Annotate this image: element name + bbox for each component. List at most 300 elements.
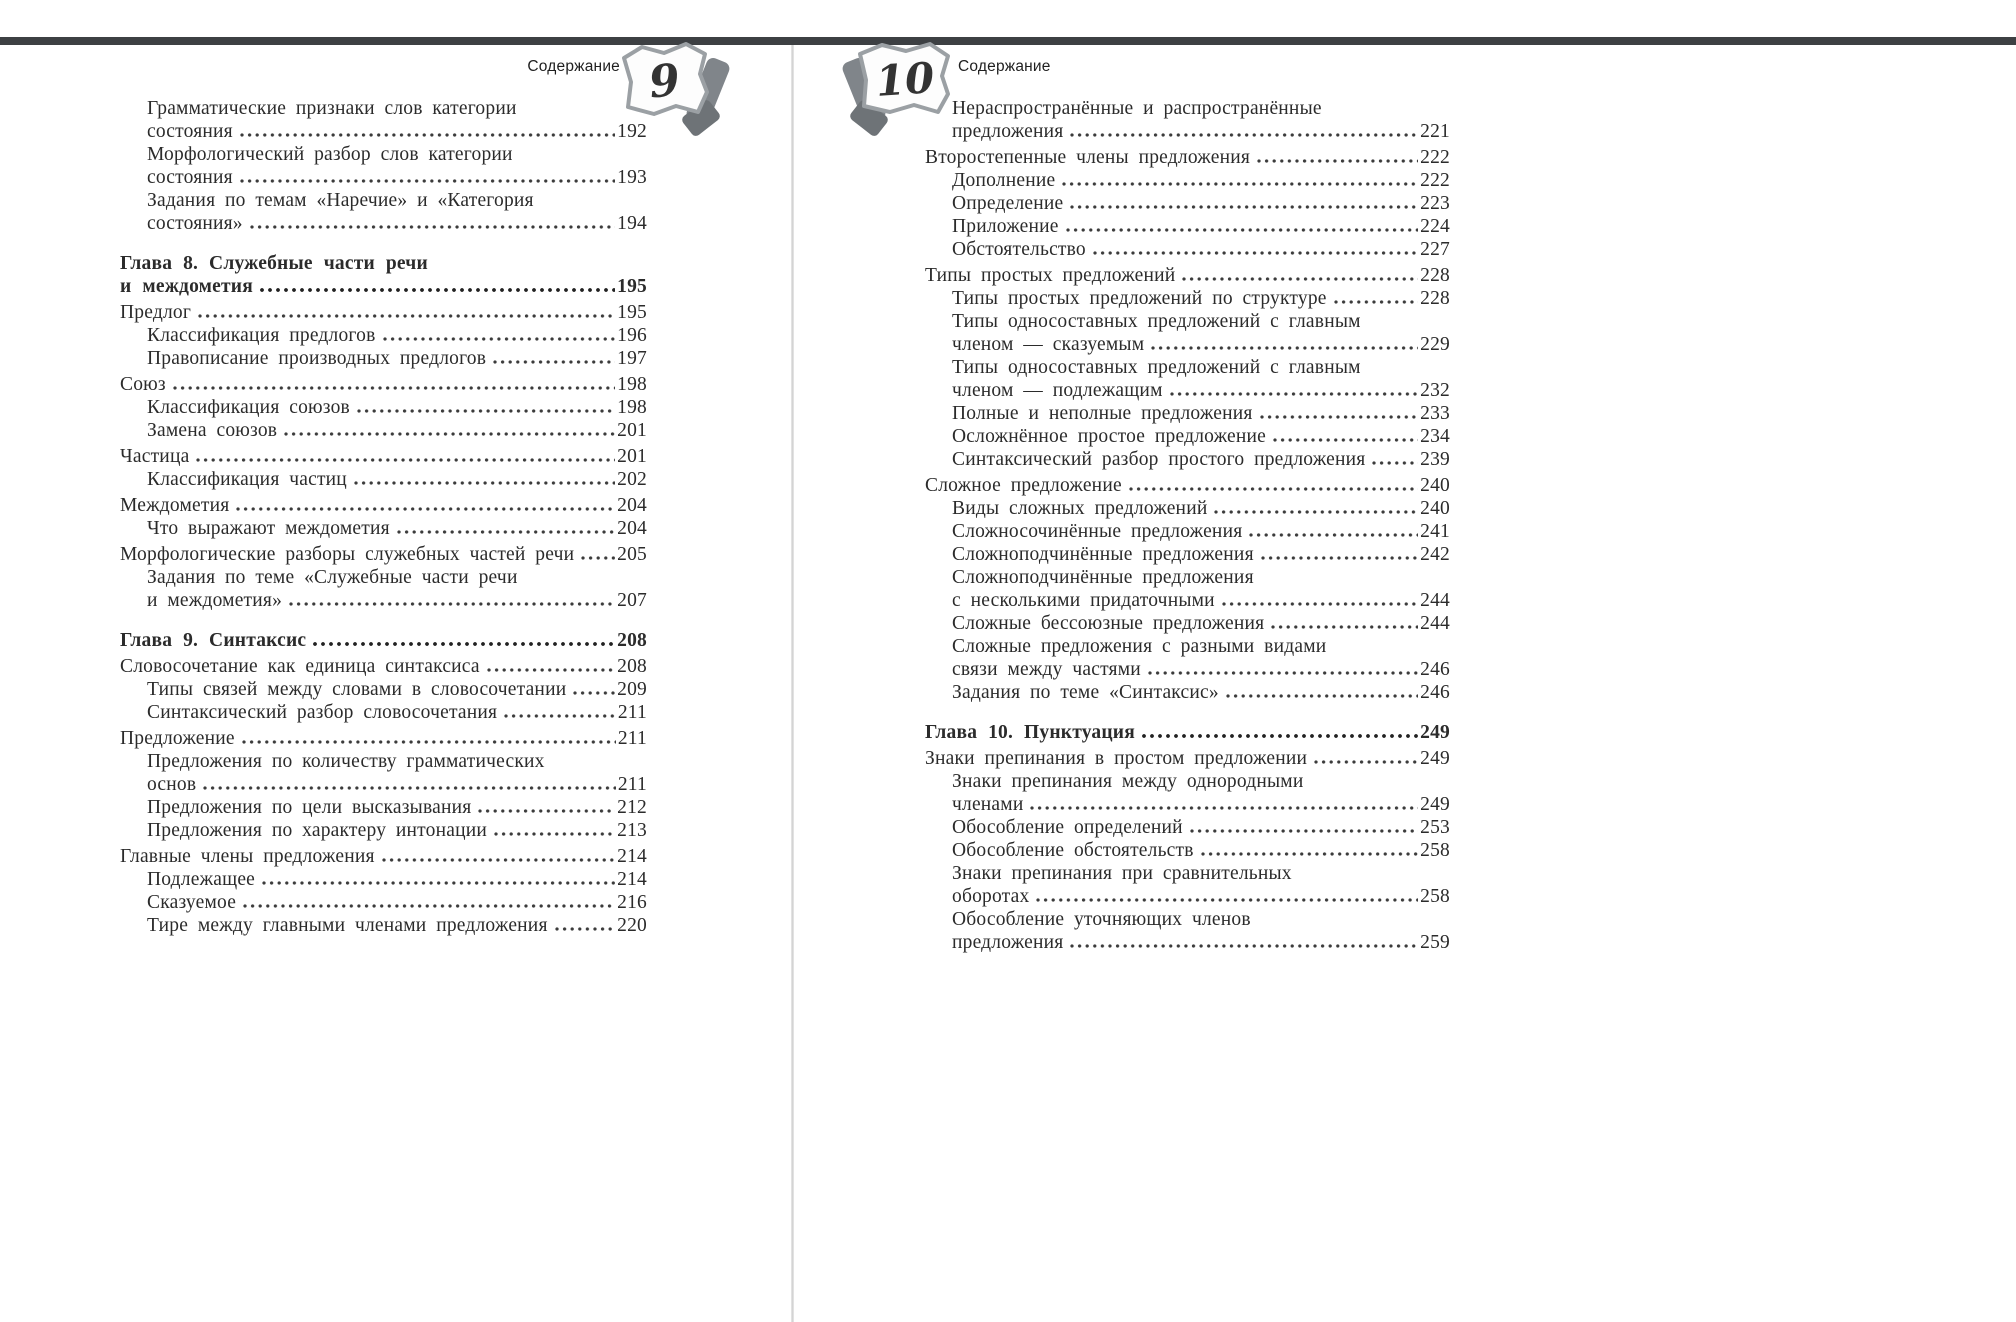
dot-leader <box>203 786 616 790</box>
toc-entry-page-number: 202 <box>617 469 647 490</box>
toc-entry-line: Глава 8. Служебные части речи <box>120 253 428 274</box>
toc-entry-title: Приложение <box>952 216 1059 237</box>
toc-entry-page-number: 201 <box>617 420 647 441</box>
toc-entry-page-number: 240 <box>1420 475 1450 496</box>
toc-entry <box>120 419 647 442</box>
toc-entry-lastline <box>952 192 1450 215</box>
toc-entry-line: Грамматические признаки слов категории <box>147 98 517 119</box>
toc-entry-page-number: 233 <box>1420 403 1450 424</box>
toc-entry-lastline <box>120 655 647 678</box>
toc-entry-title: Обособление определений <box>952 817 1183 838</box>
toc-entry-title: Задания по теме «Синтаксис» <box>952 682 1219 703</box>
toc-entry-page-number: 222 <box>1420 147 1450 168</box>
toc-entry-title: Предложения по характеру интонации <box>147 820 487 841</box>
toc-entry-title: Союз <box>120 374 166 395</box>
toc-entry-lastline <box>925 474 1450 497</box>
dot-leader <box>1182 277 1418 281</box>
toc-entry <box>120 301 647 324</box>
toc-entry-page-number: 195 <box>617 302 647 323</box>
handwritten-page-number: 9 <box>646 54 683 109</box>
dot-leader <box>1271 625 1418 629</box>
toc-entry <box>120 517 647 540</box>
dot-leader <box>196 458 615 462</box>
toc-entry-lastline <box>147 773 647 796</box>
toc-entry-title: Междометия <box>120 495 230 516</box>
toc-entry-title: Глава 10. Пунктуация <box>925 722 1135 743</box>
toc-chapter-heading <box>925 721 1450 744</box>
toc-entry-title: Сложное предложение <box>925 475 1122 496</box>
toc-entry-lastline <box>120 373 647 396</box>
toc-entry-title: Правописание производных предлогов <box>147 348 487 369</box>
toc-entry <box>925 839 1450 862</box>
toc-entry-lastline <box>147 419 647 442</box>
dot-leader <box>354 481 615 485</box>
toc-entry-lastline <box>147 868 647 891</box>
dot-leader <box>284 432 615 436</box>
toc-entry-title: Классификация предлогов <box>147 325 376 346</box>
dot-leader <box>260 288 615 292</box>
toc-entry-title: Знаки препинания в простом предложении <box>925 748 1308 769</box>
dot-leader <box>1214 510 1418 514</box>
dot-leader <box>173 386 615 390</box>
toc-entry <box>925 402 1450 425</box>
toc-entry-page-number: 194 <box>617 213 647 234</box>
toc-entry-lastline <box>147 468 647 491</box>
toc-entry-title: основ <box>147 774 197 795</box>
toc-entry-page-number: 222 <box>1420 170 1450 191</box>
toc-entry <box>925 215 1450 238</box>
toc-entry-page-number: 258 <box>1420 886 1450 907</box>
toc-entry-page-number: 234 <box>1420 426 1450 447</box>
toc-entry-title: предложения <box>952 121 1064 142</box>
toc-entry-page-number: 246 <box>1420 659 1450 680</box>
toc-entry-page-number: 193 <box>617 167 647 188</box>
toc-entry-lastline <box>952 885 1450 908</box>
toc-entry-page-number: 207 <box>617 590 647 611</box>
toc-entry-line: Типы односоставных предложений с главным <box>952 357 1361 378</box>
toc-entry-lastline <box>120 845 647 868</box>
toc-entry-page-number: 204 <box>617 518 647 539</box>
toc-entry <box>925 612 1450 635</box>
toc-entry-title: оборотах <box>952 886 1030 907</box>
toc-entry-lastline <box>952 658 1450 681</box>
dot-leader <box>581 556 615 560</box>
dot-leader <box>555 927 616 931</box>
toc-entry-lastline <box>120 727 647 750</box>
toc-entry-lastline <box>952 543 1450 566</box>
toc-entry <box>120 373 647 396</box>
toc-entry <box>925 497 1450 520</box>
toc-entry <box>925 238 1450 261</box>
toc-entry-title: членами <box>952 794 1024 815</box>
toc-entry-title: Сложные бессоюзные предложения <box>952 613 1265 634</box>
dot-leader <box>357 409 615 413</box>
toc-entry-title: Дополнение <box>952 170 1056 191</box>
toc-entry <box>120 189 647 235</box>
dot-leader <box>397 530 615 534</box>
toc-entry-lastline <box>120 629 647 652</box>
toc-entry-title: Глава 9. Синтаксис <box>120 630 307 651</box>
toc-entry <box>120 494 647 517</box>
dot-leader <box>313 642 615 646</box>
toc-entry-page-number: 211 <box>617 728 647 749</box>
dot-leader <box>1226 694 1418 698</box>
toc-entry <box>925 520 1450 543</box>
toc-entry <box>120 701 647 724</box>
toc-entry-title: Определение <box>952 193 1064 214</box>
toc-entry <box>120 914 647 937</box>
toc-entry-page-number: 214 <box>617 846 647 867</box>
dot-leader <box>504 714 616 718</box>
dot-leader <box>493 360 615 364</box>
toc-entry-lastline <box>147 324 647 347</box>
toc-entry-title: Сказуемое <box>147 892 237 913</box>
toc-entry-lastline <box>925 721 1450 744</box>
dot-leader <box>383 337 616 341</box>
toc-entry-line: Знаки препинания при сравнительных <box>952 863 1292 884</box>
toc-entry-lastline <box>952 681 1450 704</box>
toc-entry <box>925 566 1450 612</box>
toc-entry <box>120 543 647 566</box>
toc-entry-line: Нераспространённые и распространённые <box>952 98 1322 119</box>
toc-entry-page-number: 258 <box>1420 840 1450 861</box>
toc-entry-title: Обстоятельство <box>952 239 1086 260</box>
dot-leader <box>382 858 615 862</box>
toc-entry-lastline <box>925 264 1450 287</box>
toc-entry-lastline <box>120 275 647 298</box>
dot-leader <box>289 602 615 606</box>
toc-entry-title: с несколькими придаточными <box>952 590 1215 611</box>
toc-entry-title: Типы связей между словами в словосочетании <box>147 679 567 700</box>
dot-leader <box>198 314 615 318</box>
toc-entry-lastline <box>147 819 647 842</box>
dot-leader <box>1148 671 1418 675</box>
toc-entry-page-number: 212 <box>617 797 647 818</box>
toc-entry-line: Сложные предложения с разными видами <box>952 636 1327 657</box>
toc-entry-title: Классификация союзов <box>147 397 350 418</box>
toc-entry-page-number: 204 <box>617 495 647 516</box>
dot-leader <box>236 507 615 511</box>
toc-entry <box>120 796 647 819</box>
toc-entry <box>925 310 1450 356</box>
toc-entry-lastline <box>120 301 647 324</box>
dot-leader <box>1261 556 1418 560</box>
toc-entry-page-number: 227 <box>1420 239 1450 260</box>
dot-leader <box>1093 251 1418 255</box>
toc-entry-line: Морфологический разбор слов категории <box>147 144 513 165</box>
toc-entry-page-number: 239 <box>1420 449 1450 470</box>
dot-leader <box>1190 829 1418 833</box>
toc-entry-page-number: 196 <box>617 325 647 346</box>
toc-entry-title: Что выражают междометия <box>147 518 390 539</box>
toc-entry-lastline <box>952 839 1450 862</box>
dot-leader <box>240 179 615 183</box>
toc-entry-title: Синтаксический разбор словосочетания <box>147 702 498 723</box>
dot-leader <box>1260 415 1419 419</box>
toc-entry-title: Замена союзов <box>147 420 278 441</box>
dot-leader <box>1036 898 1418 902</box>
toc-entry-page-number: 197 <box>617 348 647 369</box>
toc-entry <box>120 445 647 468</box>
toc-entry <box>925 264 1450 287</box>
toc-entry-page-number: 214 <box>617 869 647 890</box>
toc-entry-lastline <box>147 701 647 724</box>
toc-entry-page-number: 221 <box>1420 121 1450 142</box>
toc-entry-lastline <box>147 891 647 914</box>
toc-entry <box>120 396 647 419</box>
toc-entry-line: Типы односоставных предложений с главным <box>952 311 1361 332</box>
toc-entry <box>120 97 647 143</box>
toc-entry <box>120 750 647 796</box>
toc-entry-lastline <box>952 379 1450 402</box>
toc-entry-lastline <box>147 166 647 189</box>
toc-entry <box>925 425 1450 448</box>
toc-entry-page-number: 201 <box>617 446 647 467</box>
toc-entry-lastline <box>120 494 647 517</box>
dot-leader <box>487 668 615 672</box>
toc-entry-lastline <box>925 747 1450 770</box>
toc-entry-lastline <box>147 589 647 612</box>
dot-leader <box>1170 392 1419 396</box>
dot-leader <box>240 133 615 137</box>
toc-entry <box>925 146 1450 169</box>
toc-page-left <box>120 97 647 937</box>
toc-entry <box>925 908 1450 954</box>
dot-leader <box>1334 300 1419 304</box>
toc-entry <box>925 770 1450 816</box>
toc-entry-lastline <box>952 238 1450 261</box>
toc-entry <box>120 678 647 701</box>
running-head-left: Содержание <box>527 58 620 75</box>
toc-entry-title: и междометия <box>120 276 253 297</box>
toc-entry-lastline <box>147 212 647 235</box>
dot-leader <box>1372 461 1418 465</box>
toc-entry-page-number: 198 <box>617 374 647 395</box>
toc-entry-page-number: 240 <box>1420 498 1450 519</box>
toc-entry-page-number: 246 <box>1420 682 1450 703</box>
toc-entry-lastline <box>147 120 647 143</box>
toc-entry-lastline <box>147 914 647 937</box>
dot-leader <box>1249 533 1418 537</box>
toc-entry <box>925 97 1450 143</box>
toc-entry-title: состояния <box>147 167 233 188</box>
dot-leader <box>1151 346 1418 350</box>
toc-entry-page-number: 242 <box>1420 544 1450 565</box>
toc-entry <box>925 635 1450 681</box>
toc-entry-page-number: 195 <box>617 276 647 297</box>
toc-entry-page-number: 228 <box>1420 288 1450 309</box>
dot-leader <box>1257 159 1418 163</box>
toc-entry <box>925 356 1450 402</box>
toc-entry-title: предложения <box>952 932 1064 953</box>
toc-entry-title: Синтаксический разбор простого предложения <box>952 449 1366 470</box>
toc-entry-page-number: 223 <box>1420 193 1450 214</box>
dot-leader <box>478 809 615 813</box>
toc-entry-line: Предложения по количеству грамматических <box>147 751 545 772</box>
dot-leader <box>250 225 615 229</box>
toc-entry-title: Типы простых предложений <box>925 265 1176 286</box>
top-edge-bar <box>0 37 2016 45</box>
toc-entry-page-number: 228 <box>1420 265 1450 286</box>
toc-entry-lastline <box>952 589 1450 612</box>
dot-leader <box>1030 806 1418 810</box>
toc-entry-title: Полные и неполные предложения <box>952 403 1253 424</box>
toc-entry-lastline <box>952 497 1450 520</box>
toc-entry-title: Осложнённое простое предложение <box>952 426 1267 447</box>
page-gutter <box>791 45 794 1322</box>
toc-entry-lastline <box>147 678 647 701</box>
toc-entry-lastline <box>147 796 647 819</box>
toc-entry-page-number: 244 <box>1420 590 1450 611</box>
toc-entry-title: состояния <box>147 121 233 142</box>
toc-entry <box>120 868 647 891</box>
toc-entry-page-number: 232 <box>1420 380 1450 401</box>
toc-entry <box>120 324 647 347</box>
dot-leader <box>1201 852 1418 856</box>
toc-entry-page-number: 208 <box>617 656 647 677</box>
toc-entry-title: состояния» <box>147 213 243 234</box>
toc-entry-lastline <box>952 287 1450 310</box>
toc-entry-line: Обособление уточняющих членов <box>952 909 1251 930</box>
toc-entry-title: Подлежащее <box>147 869 256 890</box>
toc-entry-title: Классификация частиц <box>147 469 347 490</box>
dot-leader <box>262 881 615 885</box>
toc-entry-title: Тире между главными членами предложения <box>147 915 548 936</box>
toc-entry-page-number: 198 <box>617 397 647 418</box>
toc-entry <box>925 816 1450 839</box>
dot-leader <box>1129 487 1418 491</box>
toc-entry-page-number: 211 <box>617 702 647 723</box>
toc-entry-lastline <box>952 448 1450 471</box>
toc-entry-lastline <box>147 396 647 419</box>
toc-entry-line: Задания по теме «Служебные части речи <box>147 567 518 588</box>
toc-entry-title: членом — сказуемым <box>952 334 1145 355</box>
toc-entry-lastline <box>147 347 647 370</box>
toc-entry <box>120 468 647 491</box>
toc-entry-lastline <box>952 931 1450 954</box>
toc-entry-title: Виды сложных предложений <box>952 498 1208 519</box>
dot-leader <box>573 691 615 695</box>
toc-entry <box>925 287 1450 310</box>
toc-entry-title: и междометия» <box>147 590 283 611</box>
toc-entry <box>120 819 647 842</box>
toc-entry <box>120 891 647 914</box>
toc-entry-title: Обособление обстоятельств <box>952 840 1194 861</box>
toc-chapter-heading <box>120 252 647 298</box>
toc-entry-page-number: 259 <box>1420 932 1450 953</box>
toc-entry <box>925 543 1450 566</box>
toc-entry-page-number: 241 <box>1420 521 1450 542</box>
toc-entry <box>925 169 1450 192</box>
dot-leader <box>494 832 615 836</box>
toc-entry <box>120 845 647 868</box>
toc-entry-page-number: 224 <box>1420 216 1450 237</box>
toc-entry-lastline <box>120 543 647 566</box>
toc-entry-title: Сложноподчинённые предложения <box>952 544 1254 565</box>
handwritten-page-number: 10 <box>874 53 936 107</box>
toc-entry-title: Предложение <box>120 728 235 749</box>
toc-entry-title: Частица <box>120 446 190 467</box>
toc-entry-page-number: 209 <box>617 679 647 700</box>
toc-entry-page-number: 211 <box>617 774 647 795</box>
toc-entry-title: Типы простых предложений по структуре <box>952 288 1327 309</box>
toc-entry-title: Морфологические разборы служебных частей речи <box>120 544 575 565</box>
dot-leader <box>1070 205 1418 209</box>
toc-entry-page-number: 229 <box>1420 334 1450 355</box>
dot-leader <box>1070 944 1418 948</box>
dot-leader <box>243 904 615 908</box>
toc-entry-title: членом — подлежащим <box>952 380 1163 401</box>
toc-entry-lastline <box>120 445 647 468</box>
toc-entry-lastline <box>952 425 1450 448</box>
toc-entry <box>925 474 1450 497</box>
toc-entry <box>120 143 647 189</box>
toc-entry-lastline <box>952 120 1450 143</box>
toc-entry-page-number: 249 <box>1420 722 1450 743</box>
toc-chapter-heading <box>120 629 647 652</box>
toc-entry <box>925 681 1450 704</box>
dot-leader <box>242 740 616 744</box>
toc-entry-lastline <box>147 517 647 540</box>
dot-leader <box>1062 182 1418 186</box>
toc-entry-page-number: 249 <box>1420 794 1450 815</box>
toc-entry <box>925 747 1450 770</box>
toc-entry-lastline <box>925 146 1450 169</box>
toc-entry-lastline <box>952 402 1450 425</box>
toc-entry-page-number: 249 <box>1420 748 1450 769</box>
toc-entry <box>925 448 1450 471</box>
dot-leader <box>1066 228 1418 232</box>
toc-entry-title: Сложносочинённые предложения <box>952 521 1243 542</box>
toc-entry-lastline <box>952 169 1450 192</box>
dot-leader <box>1142 734 1418 738</box>
toc-entry-page-number: 192 <box>617 121 647 142</box>
toc-entry <box>120 347 647 370</box>
dot-leader <box>1314 760 1418 764</box>
toc-entry-page-number: 253 <box>1420 817 1450 838</box>
toc-entry-page-number: 205 <box>617 544 647 565</box>
toc-page-right <box>925 97 1450 954</box>
toc-entry <box>120 655 647 678</box>
toc-entry <box>120 566 647 612</box>
toc-entry <box>925 862 1450 908</box>
toc-entry-line: Задания по темам «Наречие» и «Категория <box>147 190 534 211</box>
toc-entry-lastline <box>952 333 1450 356</box>
toc-entry-line: Знаки препинания между однородными <box>952 771 1304 792</box>
toc-entry-line: Сложноподчинённые предложения <box>952 567 1254 588</box>
toc-entry-page-number: 244 <box>1420 613 1450 634</box>
toc-entry <box>120 727 647 750</box>
dot-leader <box>1273 438 1418 442</box>
toc-entry <box>925 192 1450 215</box>
toc-entry-title: Второстепенные члены предложения <box>925 147 1251 168</box>
toc-entry-title: Словосочетание как единица синтаксиса <box>120 656 480 677</box>
toc-entry-lastline <box>952 793 1450 816</box>
toc-entry-lastline <box>952 612 1450 635</box>
toc-entry-title: Главные члены предложения <box>120 846 375 867</box>
toc-entry-page-number: 216 <box>617 892 647 913</box>
dot-leader <box>1070 133 1418 137</box>
toc-entry-lastline <box>952 520 1450 543</box>
toc-entry-lastline <box>952 816 1450 839</box>
dot-leader <box>1222 602 1418 606</box>
toc-entry-page-number: 208 <box>617 630 647 651</box>
toc-entry-lastline <box>952 215 1450 238</box>
running-head-right: Содержание <box>958 58 1051 75</box>
toc-entry-title: Предлог <box>120 302 192 323</box>
toc-entry-title: связи между частями <box>952 659 1141 680</box>
toc-entry-page-number: 213 <box>617 820 647 841</box>
